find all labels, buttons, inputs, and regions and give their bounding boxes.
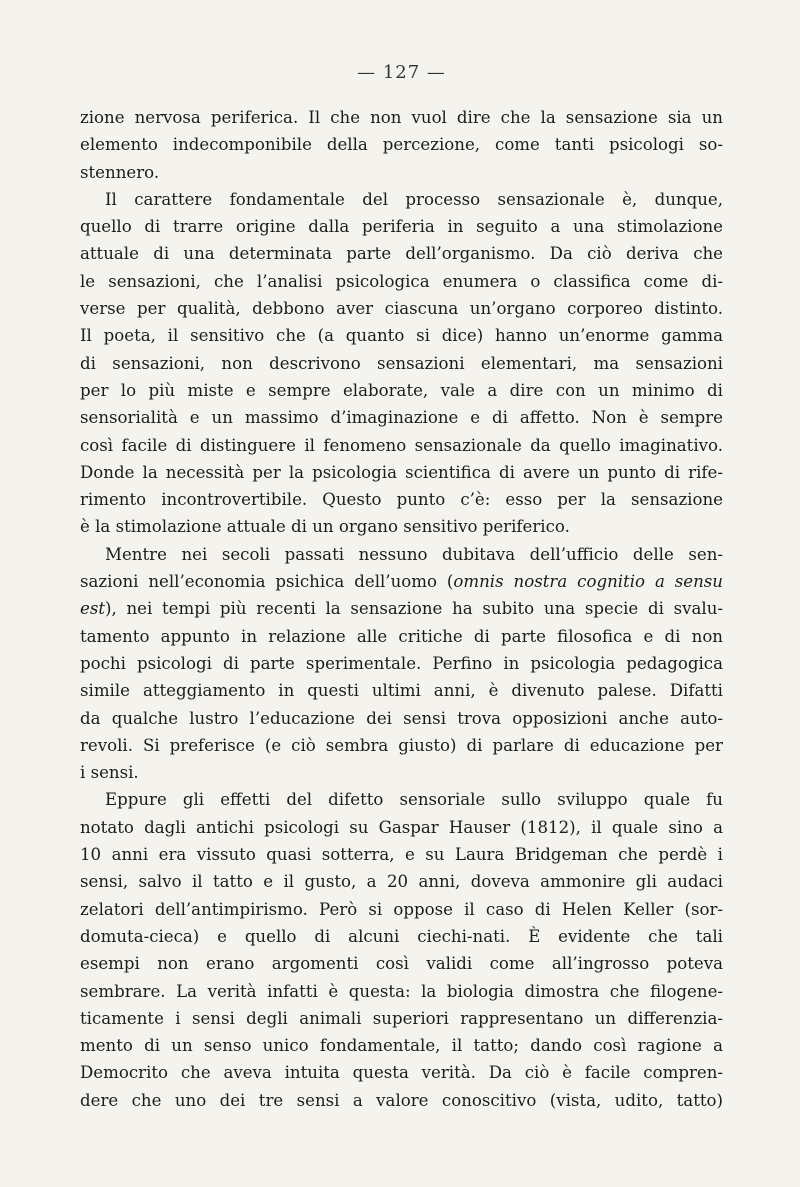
text-line: di sensazioni, non descrivono sensazioni elementari, ma sensazioni: [80, 353, 723, 373]
page-number: — 127 —: [357, 62, 446, 83]
text-line: elemento indecomponibile della percezione, come tanti psicologi so-: [80, 135, 723, 155]
book-page: [80, 62, 723, 1114]
text-line: dere che uno dei tre sensi a valore conoscitivo (vista, udito, tatto): [80, 1090, 723, 1110]
text-line: Eppure gli effetti del difetto sensoriale sullo sviluppo quale fu: [105, 790, 723, 810]
text-line: Democrito che aveva intuita questa verità. Da ciò è facile compren-: [80, 1063, 723, 1083]
text-line: attuale di una determinata parte dell’organismo. Da ciò deriva che: [80, 244, 723, 264]
text-line: verse per qualità, debbono aver ciascuna un’organo corporeo distinto.: [80, 299, 723, 319]
text-line: notato dagli antichi psicologi su Gaspar Hauser (1812), il quale sino a: [80, 817, 723, 837]
text-line: quello di trarre origine dalla periferia in seguito a una stimolazione: [80, 217, 723, 237]
text-line: domuta-cieca) e quello di alcuni ciechi-nati. È evidente che tali: [80, 926, 723, 946]
latin-quote: omnis nostra cognitio a sensu: [453, 572, 723, 592]
text-line: stennero.: [80, 162, 160, 182]
text-line: revoli. Si preferisce (e ciò sembra giusto) di parlare di educazione per: [80, 735, 723, 755]
text-line: le sensazioni, che l’analisi psicologica enumera o classifica come di-: [80, 271, 723, 291]
text-line: simile atteggiamento in questi ultimi anni, è divenuto palese. Difatti: [80, 681, 723, 701]
text-line: Donde la necessità per la psicologia scientifica di avere un punto di rife-: [80, 462, 723, 482]
text-line: Mentre nei secoli passati nessuno dubitava dell’ufficio delle sen-: [105, 544, 723, 564]
text-line: sensi, salvo il tatto e il gusto, a 20 anni, doveva ammonire gli audaci: [80, 872, 723, 892]
text-line: sensorialità e un massimo d’imaginazione e di affetto. Non è sempre: [80, 408, 723, 428]
text-line: zione nervosa periferica. Il che non vuol dire che la sensazione sia un: [80, 108, 723, 127]
text-line: rimento incontrovertibile. Questo punto c’è: esso per la sensazione: [80, 490, 723, 510]
text-line: pochi psicologi di parte sperimentale. Perfino in psicologia pedagogica: [80, 653, 723, 673]
text-line: è la stimolazione attuale di un organo sensitivo periferico.: [80, 517, 570, 537]
text-line: esempi non erano argomenti così validi come all’ingrosso poteva: [80, 954, 723, 974]
text-line: per lo più miste e sempre elaborate, vale a dire con un minimo di: [80, 380, 723, 400]
text-line: così facile di distinguere il fenomeno sensazionale da quello imaginativo.: [80, 435, 723, 455]
text-line: Il carattere fondamentale del processo sensazionale è, dunque,: [105, 189, 723, 209]
text-line: ticamente i sensi degli animali superiori rappresentano un differenzia-: [80, 1008, 723, 1028]
text-line: est), nei tempi più recenti la sensazione ha subito una specie di svalu-: [80, 599, 723, 619]
body-text: [80, 104, 723, 1114]
text-line: i sensi.: [80, 763, 139, 783]
text-line: Il poeta, il sensitivo che (a quanto si dice) hanno un’enorme gamma: [80, 326, 723, 346]
text-line: sazioni nell’economia psichica dell’uomo (omnis nostra cognitio a sensu: [80, 572, 723, 592]
text-line: 10 anni era vissuto quasi sotterra, e su Laura Bridgeman che perdè i: [80, 845, 723, 865]
text-line: da qualche lustro l’educazione dei sensi trova opposizioni anche auto-: [80, 708, 723, 728]
text-line: mento di un senso unico fondamentale, il tatto; dando così ragione a: [80, 1036, 723, 1056]
text-line: tamento appunto in relazione alle critiche di parte filosofica e di non: [80, 626, 723, 646]
text-line: sembrare. La verità infatti è questa: la biologia dimostra che filogene-: [80, 981, 723, 1001]
text-line: zelatori dell’antimpirismo. Però si oppose il caso di Helen Keller (sor-: [80, 899, 723, 919]
latin-quote: est: [80, 599, 106, 619]
